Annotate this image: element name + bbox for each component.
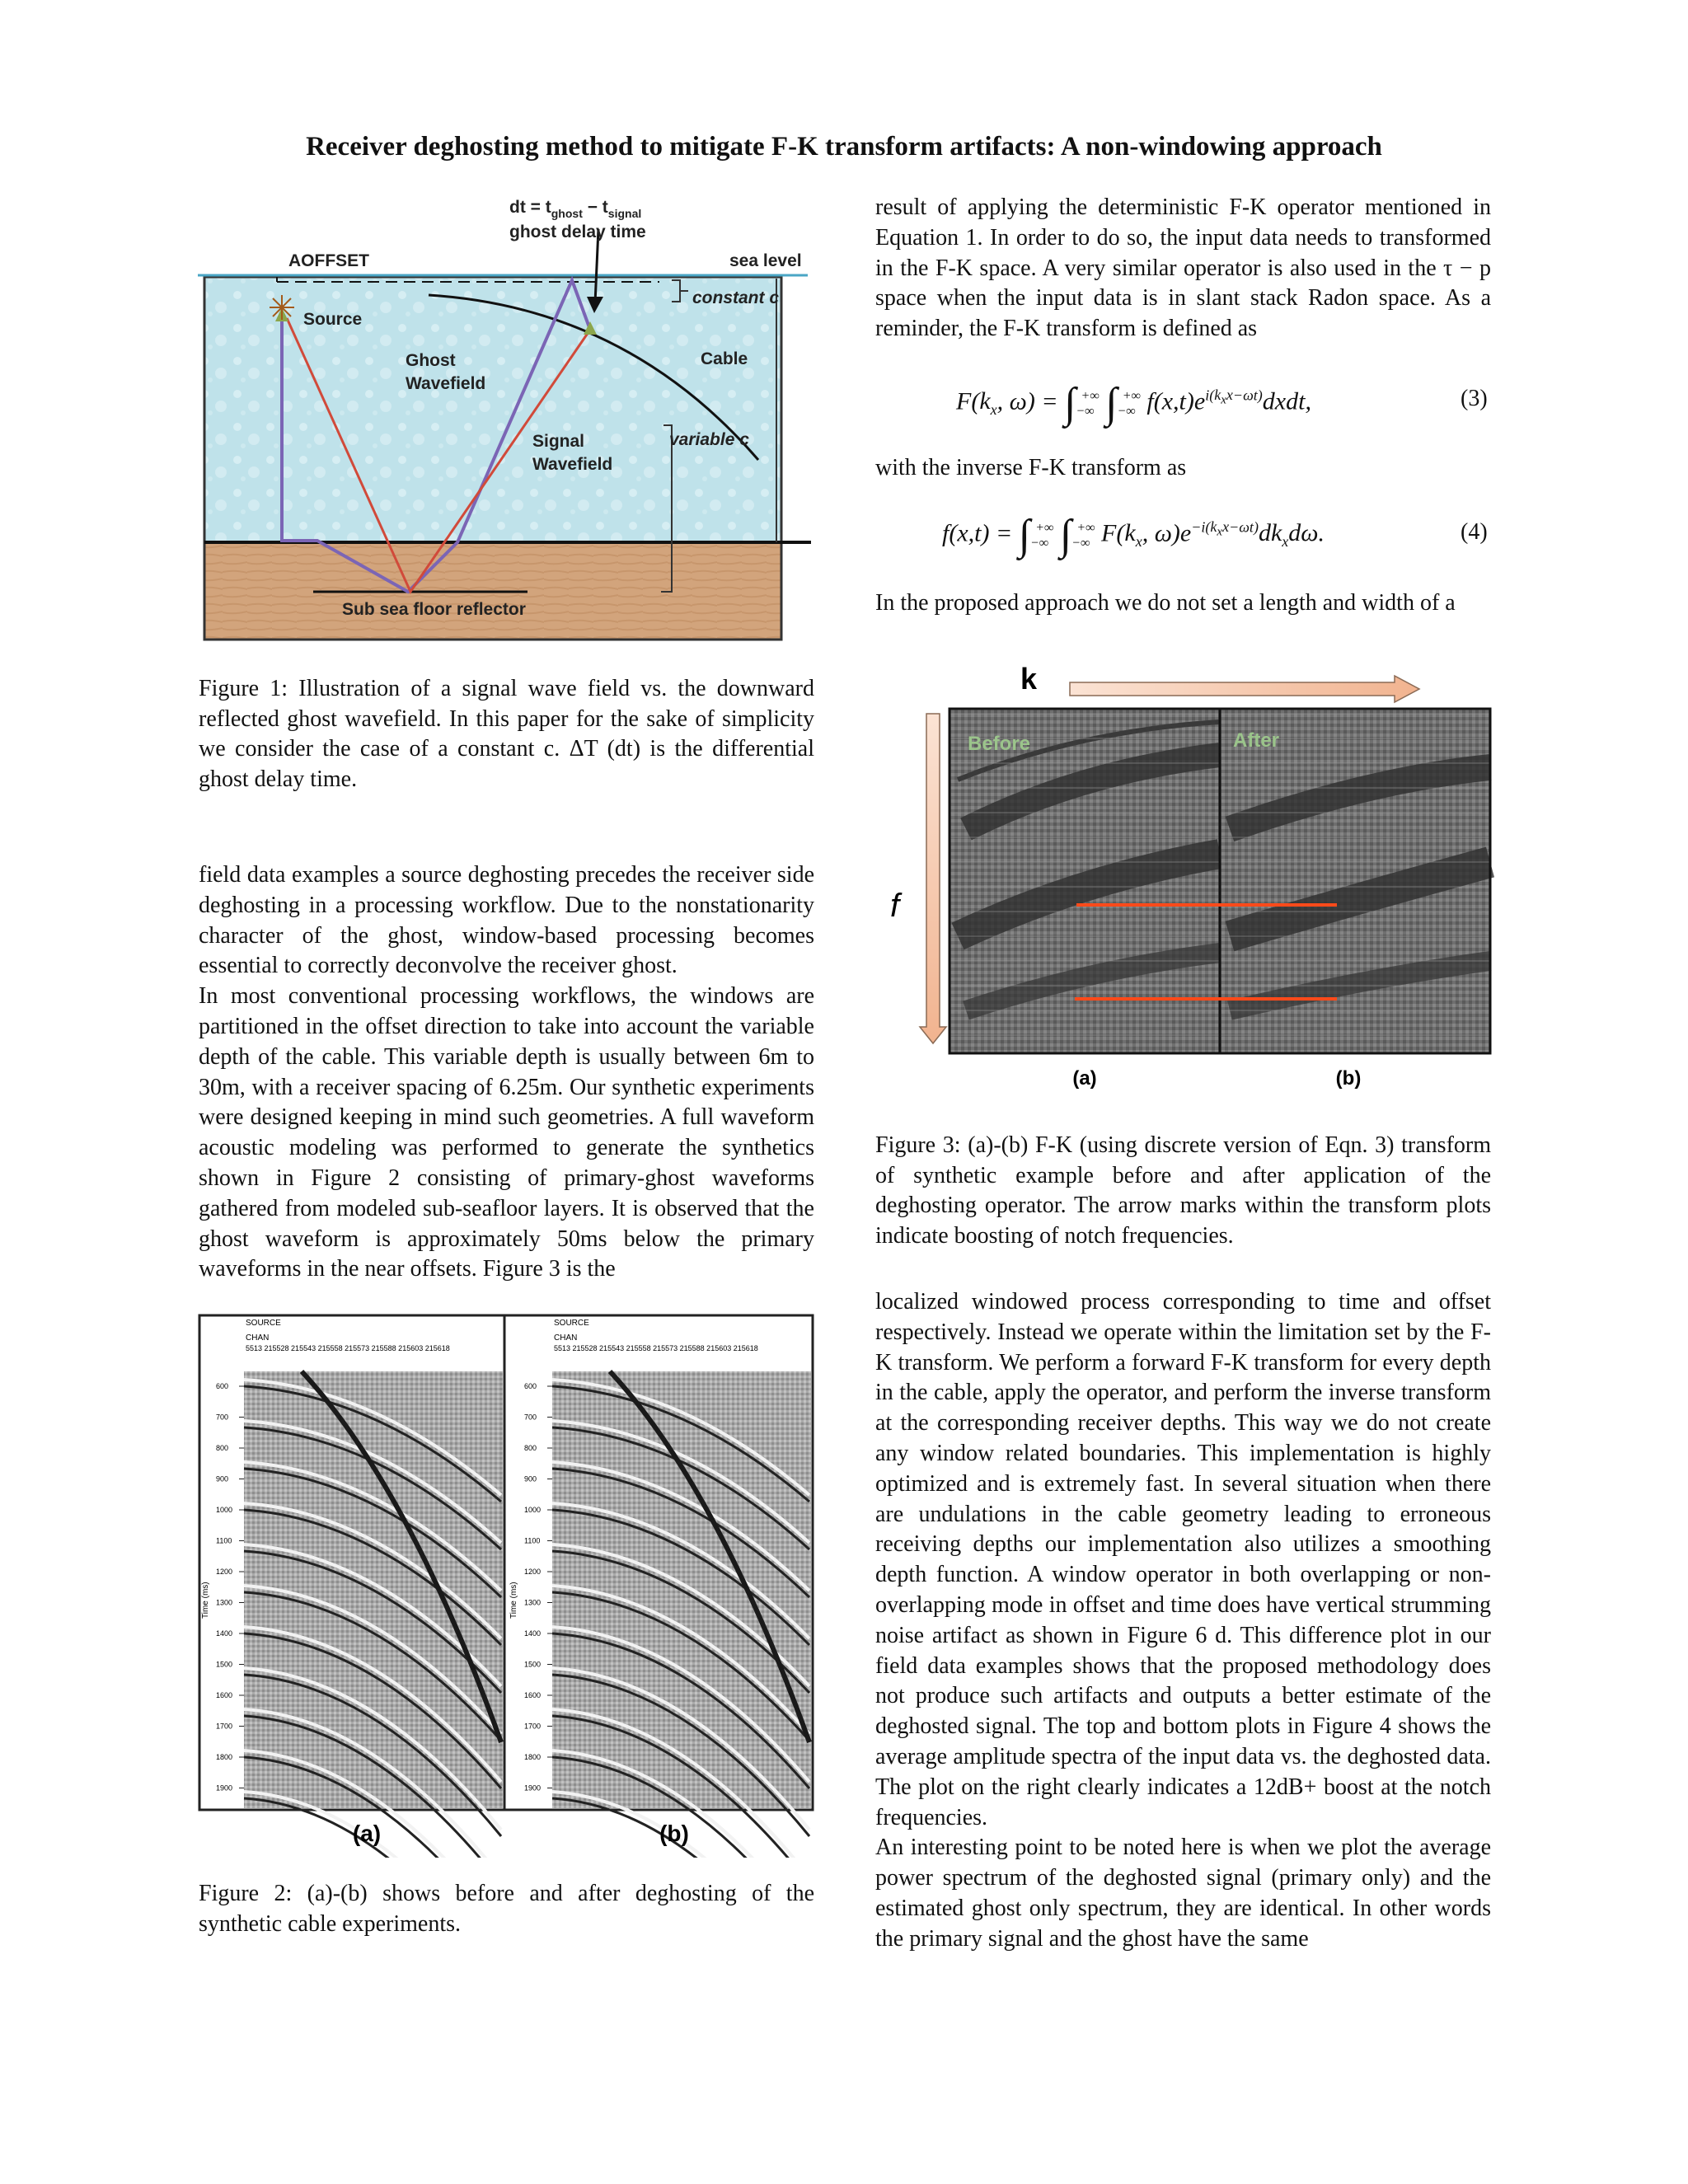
time-tick-label: 900: [524, 1474, 537, 1483]
source-star-icon: [270, 295, 294, 320]
k-axis-label: k: [1020, 664, 1038, 696]
time-tick-label: 800: [524, 1444, 537, 1452]
time-tick-label: 1400: [524, 1629, 542, 1638]
time-tick-label: 1200: [524, 1568, 542, 1576]
time-tick-label: 1900: [524, 1783, 542, 1793]
left-column-body: [199, 860, 814, 1285]
svg-text:dt = tghost − tsignal: dt = $t_{ghost} - t_{signal}$: [509, 198, 642, 220]
equation-3: $F(k_x$, $\omega) = \int_{-\infty}^{+\infty}$ $\int_{-\infty}^{+\infty}$ $f(x,t)e^{i(k_xx-\omega t)}dxdt$,: [956, 380, 1311, 427]
svg-text:5513 215528 215543 215558: 5513 215528 215543 215558 215573 215588 215603 215618: [554, 1344, 758, 1352]
svg-text:Ghost: Ghost: [406, 351, 456, 370]
after-label: After: [1233, 729, 1280, 752]
time-tick-label: 1200: [216, 1568, 233, 1576]
water-layer: [204, 277, 781, 542]
time-tick-label: 1700: [524, 1722, 542, 1731]
time-tick-label: 1700: [216, 1722, 233, 1731]
f-arrow-icon: [920, 714, 946, 1043]
figure-1-diagram: [198, 188, 832, 649]
time-tick-label: 1600: [524, 1691, 542, 1699]
inverse-intro: with the inverse F-K transform as: [875, 455, 1187, 480]
fig2-panel-a: [199, 1315, 504, 1858]
svg-text:Signal: Signal: [532, 432, 585, 451]
svg-text:Wavefield: Wavefield: [532, 455, 613, 474]
cable-label: Cable: [701, 349, 748, 368]
time-tick-label: 1100: [524, 1536, 541, 1545]
paragraph: localized windowed process corresponding to time and offset respectively. Instead we operate within the limitation set by the F-K transform. We perform a forward F-K transform for every depth in the cable, apply the operator, and perform the inverse transform at the corresponding receiver depths. This way we do not create any window related boundaries. This implementation is highly optimized and is extremely fast. In several situation when there are undulations in the cable geometry leading to erroneous receiving depths our implementation also utilizes a smoothing depth function. A window operator in both overlapping or non-overlapping mode in offset and time does have vertical strumming noise artifact as shown in Figure 6 d. This difference plot in our field data examples shows that the proposed methodology does not produce such artifacts and outputs a better estimate of the deghosted signal. The top and bottom plots in Figure 4 shows the average amplitude spectra of the input data vs. the deghosted data. The plot on the right clearly indicates a 12dB+ boost at the notch frequencies.: [875, 1289, 1491, 1830]
before-label: Before: [968, 733, 1031, 755]
time-tick-label: 1900: [216, 1783, 233, 1793]
svg-text:SOURCE: SOURCE: [554, 1319, 589, 1328]
time-tick-label: 1300: [524, 1598, 542, 1607]
figure-2-seismic: [198, 1314, 816, 1858]
fig3-label-b: (b): [1335, 1067, 1362, 1090]
equation-4-number: (4): [1461, 519, 1488, 545]
svg-text:SOURCE: SOURCE: [246, 1319, 281, 1328]
figure-3-caption: Figure 3: (a)-(b) F-K (using discrete version of Eqn. 3) transform of synthetic example before and after application of the deghosting operator. The arrow marks within the transform plots indicate boosting of notch frequencies.: [875, 1132, 1491, 1249]
time-tick-label: 1000: [216, 1506, 233, 1514]
svg-text:Wavefield: Wavefield: [406, 374, 486, 393]
equation-3-number: (3): [1461, 386, 1488, 411]
svg-text:CHAN: CHAN: [554, 1333, 578, 1343]
time-tick-label: 1600: [216, 1691, 233, 1699]
proposed-intro: In the proposed approach we do not set a length and width of a: [875, 590, 1456, 616]
equation-4: $f(x,t) = \int_{-\infty}^{+\infty}$ $\int_{-\infty}^{+\infty}$ $F(k_x$, $\omega)e^{-i(k_xx-\omega t)}dk_xd\omega$.: [942, 512, 1325, 559]
constant-c-label: constant c: [692, 288, 780, 307]
sea-level-label: sea level: [729, 251, 802, 270]
svg-text:5513 215528 215543 215558: 5513 215528 215543 215558 215573 215588 215603 215618: [246, 1344, 450, 1352]
time-tick-label: 1400: [216, 1629, 233, 1638]
figure-1-caption: Figure 1: Illustration of a signal wave field vs. the downward reflected ghost wavefield. In this paper for the sake of simplicity we consider the case of a constant c. ΔT (dt) is the differential ghost delay time.: [199, 676, 814, 792]
paragraph: In most conventional processing workflows, the windows are partitioned in the offset direction to take into account the variable depth of the cable. This variable depth is usually between 6m to 30m, with a receiver spacing of 6.25m. Our synthetic experiments were designed keeping in mind such geometries. A full waveform acoustic modeling was performed to generate the synthetics shown in Figure 2 consisting of primary-ghost waveforms gathered from modeled sub-seafloor layers. It is observed that the ghost waveform is approximately 50ms below the primary waveforms in the near offsets. Figure 3 is the: [199, 983, 814, 1282]
time-tick-label: 1100: [216, 1536, 232, 1545]
fig3-label-a: (a): [1072, 1067, 1097, 1090]
time-tick-label: 600: [216, 1382, 229, 1390]
paragraph: An interesting point to be noted here is when we plot the average power spectrum of the deghosted signal (primary only) and the estimated ghost only spectrum, they are identical. In other words the primary signal and the ghost have the same: [875, 1835, 1491, 1952]
f-axis-label: f: [890, 888, 900, 924]
time-tick-label: 600: [524, 1382, 537, 1390]
variable-c-label: variable c: [669, 430, 749, 449]
source-label: Source: [303, 310, 363, 329]
fig2-label-a: (a): [352, 1821, 382, 1846]
time-tick-label: 800: [216, 1444, 229, 1452]
time-tick-label: 1300: [216, 1598, 233, 1607]
time-tick-label: 1000: [524, 1506, 542, 1514]
time-tick-label: 900: [216, 1474, 229, 1483]
delay-label: ghost delay time: [509, 223, 646, 241]
time-tick-label: 1500: [524, 1660, 542, 1669]
reflector-label: Sub sea floor reflector: [342, 600, 526, 619]
fig3-panel-a: [950, 709, 1220, 1053]
fig3-panel-b: [1220, 709, 1490, 1053]
paragraph: result of applying the deterministic F-K operator mentioned in Equation 1. In order to do so, the input data needs to transformed in the F-K space. A very similar operator is also used in the τ − p space when the input data is in slant stack Radon space. As a reminder, the F-K transform is defined as: [875, 194, 1491, 342]
time-tick-label: 700: [216, 1413, 229, 1422]
time-tick-label: 1800: [524, 1753, 542, 1761]
right-column-body: [875, 1287, 1491, 1955]
k-arrow-icon: [1070, 676, 1419, 702]
svg-text:CHAN: CHAN: [246, 1333, 270, 1343]
fig2-label-b: (b): [659, 1821, 689, 1846]
time-tick-label: 700: [524, 1413, 537, 1422]
fig2-panel-b: [504, 1315, 813, 1858]
paragraph: field data examples a source deghosting precedes the receiver side deghosting in a processing workflow. Due to the nonstationarity character of the ghost, window-based processing becomes essential to correctly deconvolve the receiver ghost.: [199, 862, 814, 979]
svg-text:Time (ms): Time (ms): [201, 1582, 210, 1619]
aoffset-label: AOFFSET: [288, 251, 369, 270]
time-tick-label: 1500: [216, 1660, 233, 1669]
time-tick-label: 1800: [216, 1753, 233, 1761]
svg-text:Time (ms): Time (ms): [509, 1582, 518, 1619]
figure-2-caption: Figure 2: (a)-(b) shows before and after deghosting of the synthetic cable experiments.: [199, 1881, 814, 1937]
figure-3-fk: [875, 664, 1502, 1101]
right-column-top: [875, 193, 1491, 344]
paper-title: Receiver deghosting method to mitigate F-K transform artifacts: A non-windowing approach: [306, 132, 1382, 162]
